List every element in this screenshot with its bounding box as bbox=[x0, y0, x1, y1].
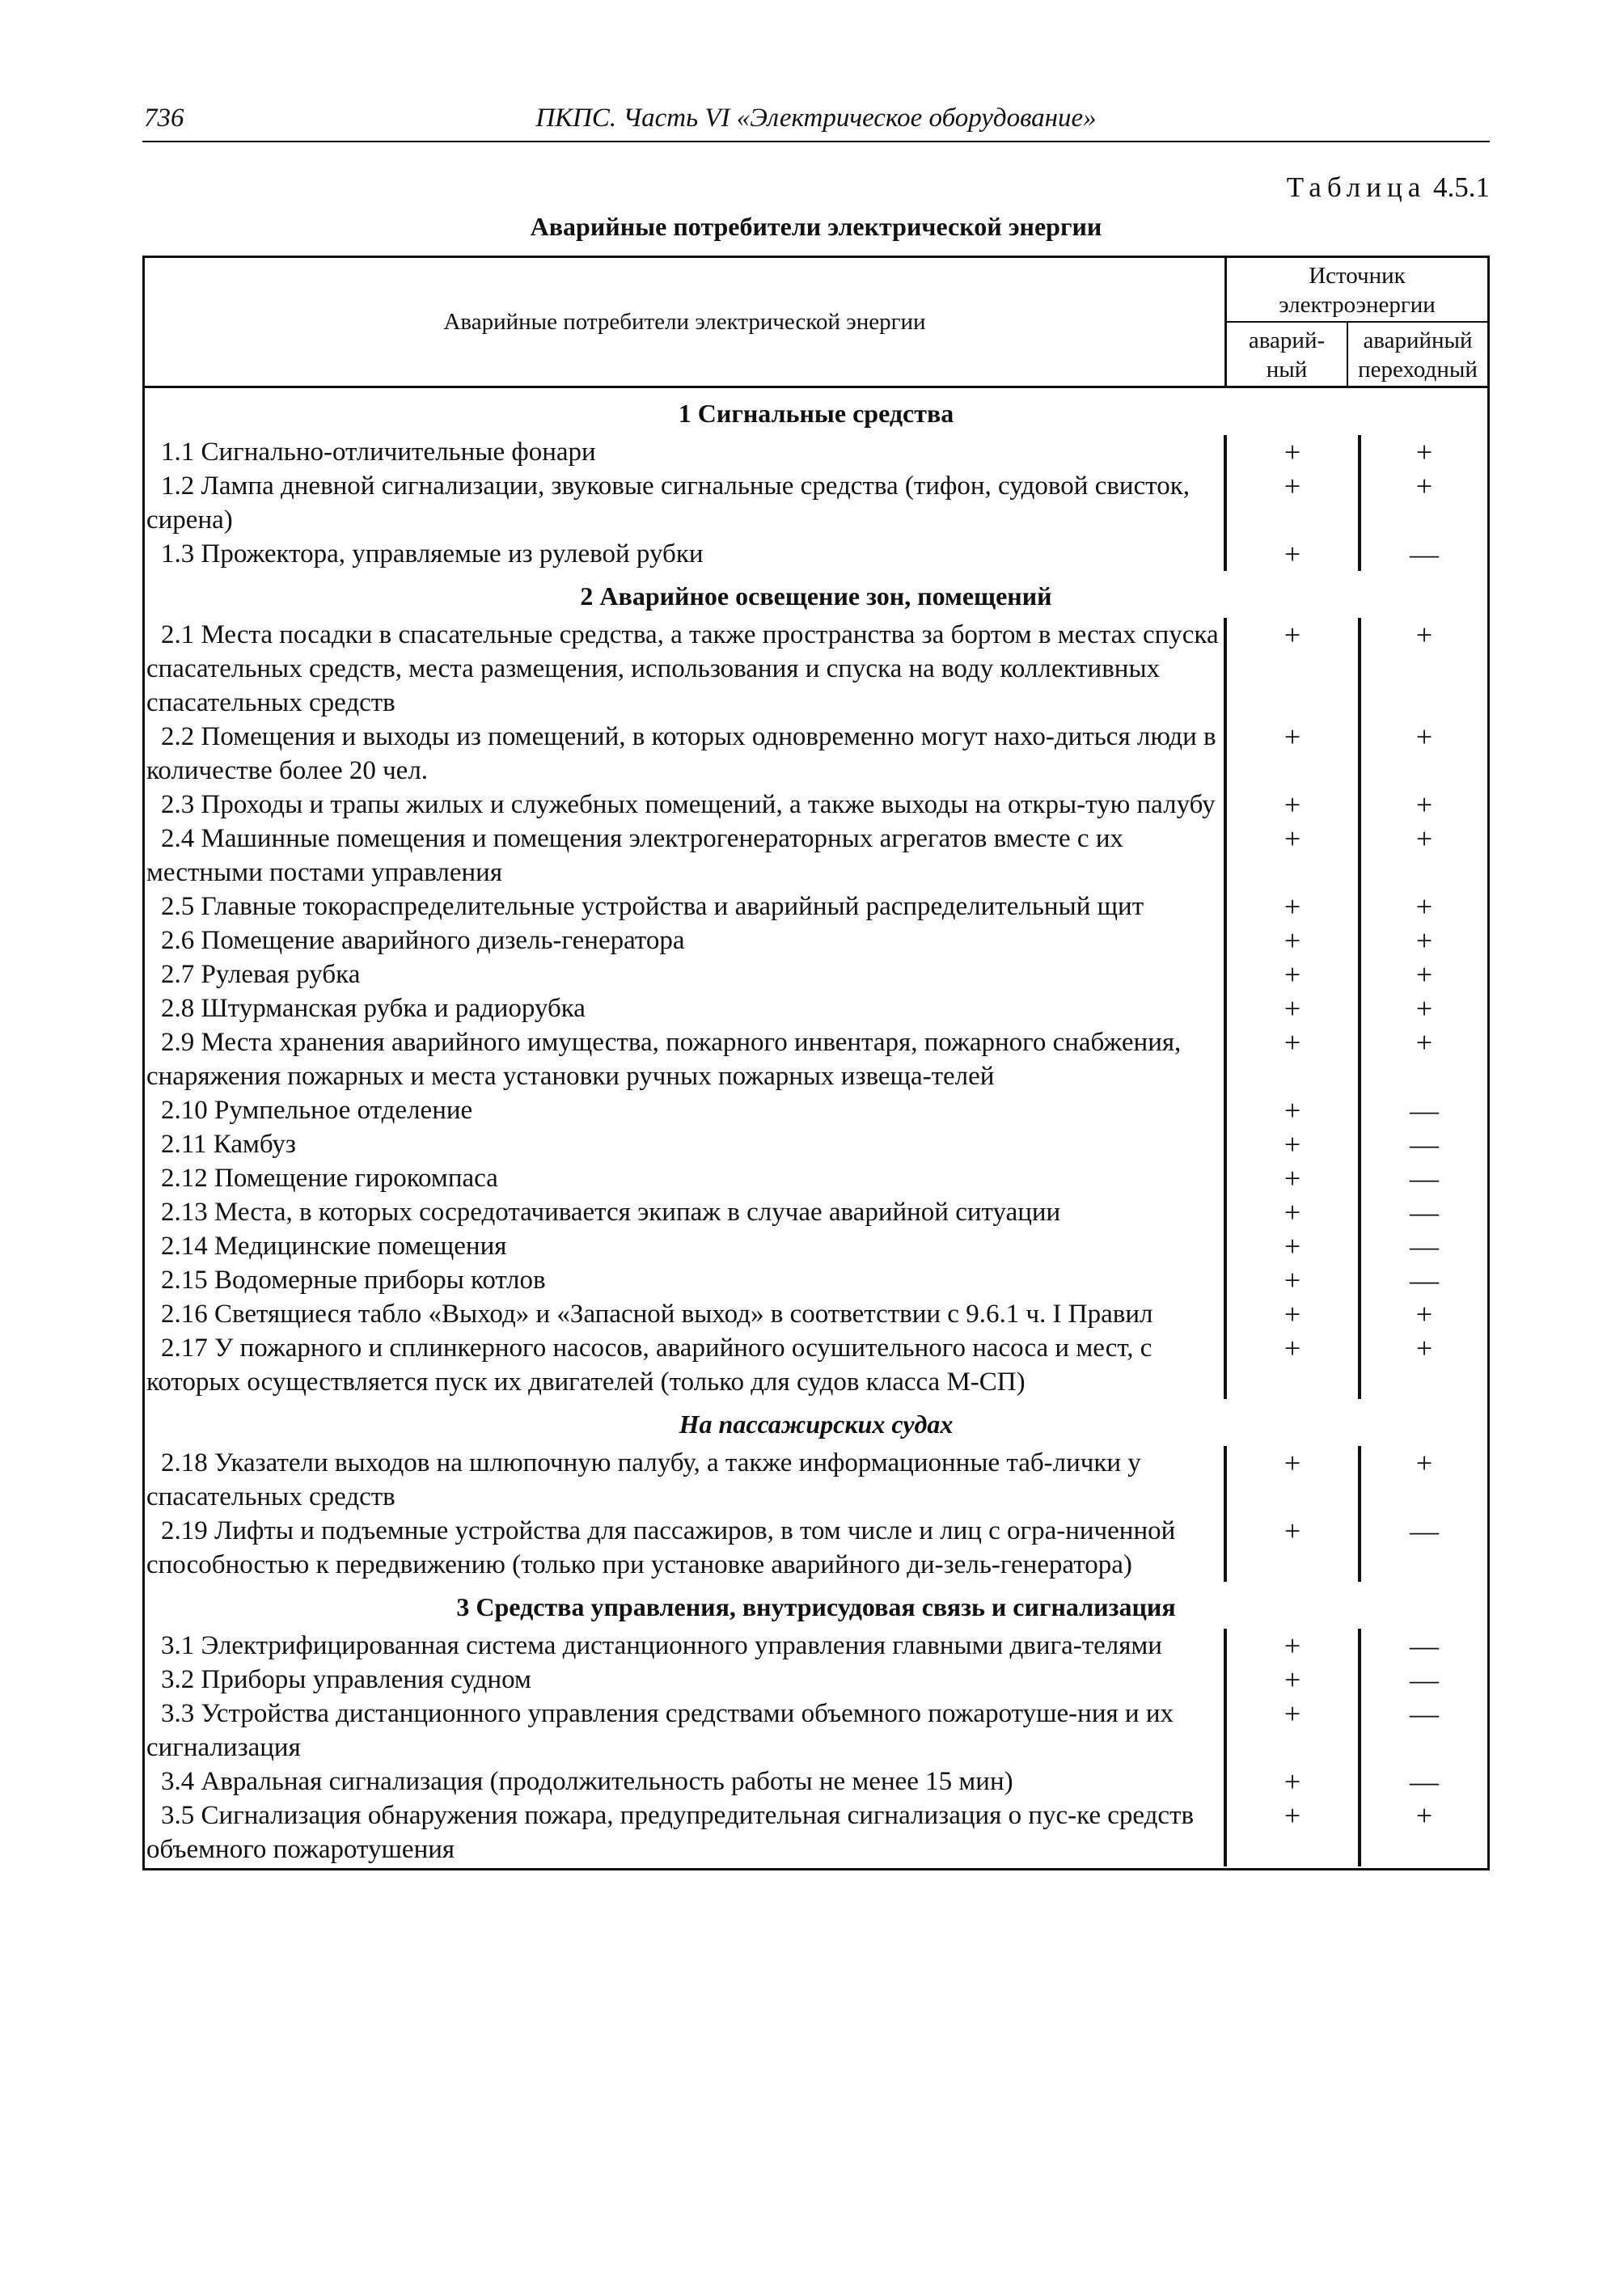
row-emergency-mark: + bbox=[1227, 1697, 1361, 1765]
row-description: 2.1 Места посадки в спасательные средства, а также пространства за бортом в местах спуска спасательных средств, места размещения, использования и спуска на воду коллективных спасательных средств bbox=[145, 618, 1227, 720]
row-description: 2.11 Камбуз bbox=[145, 1127, 1227, 1161]
table-caption-label: Таблица bbox=[1286, 171, 1427, 203]
table-title: Аварийные потребители электрической энергии bbox=[530, 212, 1102, 241]
table-row bbox=[145, 1025, 1487, 1093]
row-description: 2.12 Помещение гирокомпаса bbox=[145, 1161, 1227, 1195]
row-transitional-mark: — bbox=[1410, 1264, 1439, 1296]
running-title: ПКПС. Часть VI «Электрическое оборудование» bbox=[535, 104, 1097, 133]
row-transitional-mark: + bbox=[1415, 822, 1433, 855]
header-source bbox=[1227, 258, 1487, 323]
row-emergency-mark: + bbox=[1227, 1195, 1361, 1229]
table-row bbox=[145, 1799, 1487, 1866]
table-row bbox=[145, 991, 1487, 1025]
row-emergency-mark: + bbox=[1227, 1161, 1361, 1195]
table-row bbox=[145, 1331, 1487, 1399]
row-emergency-mark: + bbox=[1227, 1446, 1361, 1514]
row-emergency-mark: + bbox=[1227, 1127, 1361, 1161]
row-description: 2.4 Машинные помещения и помещения электрогенераторных агрегатов вместе с их местными постами управления bbox=[145, 822, 1227, 890]
row-emergency-mark: + bbox=[1227, 1799, 1361, 1866]
table-row bbox=[145, 1514, 1487, 1582]
consumers-table bbox=[142, 256, 1490, 1870]
row-transitional-mark: + bbox=[1415, 721, 1433, 753]
row-emergency-mark: + bbox=[1227, 957, 1361, 991]
table-row bbox=[145, 435, 1487, 469]
row-transitional-mark: + bbox=[1415, 1298, 1433, 1330]
row-emergency-mark: + bbox=[1227, 1263, 1361, 1297]
table-header bbox=[145, 258, 1487, 388]
row-description: 2.8 Штурманская рубка и радиорубка bbox=[145, 991, 1227, 1025]
row-transitional-mark: + bbox=[1415, 1799, 1433, 1832]
row-description: 2.10 Румпельное отделение bbox=[145, 1093, 1227, 1127]
table-row bbox=[145, 1263, 1487, 1297]
row-emergency-mark: + bbox=[1227, 1629, 1361, 1663]
row-description: 2.16 Светящиеся табло «Выход» и «Запасной выход» в соответствии с 9.6.1 ч. I Правил bbox=[145, 1297, 1227, 1331]
page-number: 736 bbox=[144, 104, 184, 133]
row-transitional-mark: — bbox=[1410, 538, 1439, 570]
row-transitional-mark: + bbox=[1415, 619, 1433, 651]
row-emergency-mark: + bbox=[1227, 890, 1361, 924]
row-emergency-mark: + bbox=[1227, 1093, 1361, 1127]
section-heading: 1 Сигнальные средства bbox=[678, 399, 954, 428]
header-emergency-line1: аварий- bbox=[1248, 328, 1326, 353]
row-transitional-mark: — bbox=[1410, 1663, 1439, 1696]
row-transitional-mark: — bbox=[1410, 1765, 1439, 1798]
row-transitional-mark: — bbox=[1410, 1162, 1439, 1194]
table-row bbox=[145, 1229, 1487, 1263]
table-row bbox=[145, 1697, 1487, 1765]
row-description: 2.3 Проходы и трапы жилых и служебных помещений, а также выходы на откры-тую палубу bbox=[145, 788, 1227, 822]
row-description: 2.5 Главные токораспределительные устройства и аварийный распределительный щит bbox=[145, 890, 1227, 924]
row-emergency-mark: + bbox=[1227, 435, 1361, 469]
section-heading: 2 Аварийное освещение зон, помещений bbox=[580, 581, 1052, 611]
row-transitional-mark: + bbox=[1415, 924, 1433, 957]
row-transitional-mark: + bbox=[1415, 890, 1433, 923]
header-source-label: Источник электроэнергии bbox=[1279, 263, 1436, 318]
table-row bbox=[145, 1161, 1487, 1195]
row-description: 2.7 Рулевая рубка bbox=[145, 957, 1227, 991]
row-description: 2.18 Указатели выходов на шлюпочную палубу, а также информационные таб-лички у спасательных средств bbox=[145, 1446, 1227, 1514]
table-caption bbox=[1287, 171, 1490, 204]
header-transitional bbox=[1348, 323, 1487, 386]
table-row bbox=[145, 1663, 1487, 1697]
row-transitional-mark: + bbox=[1415, 1026, 1433, 1059]
row-description: 1.3 Прожектора, управляемые из рулевой рубки bbox=[145, 537, 1227, 571]
row-transitional-mark: — bbox=[1410, 1094, 1439, 1126]
row-emergency-mark: + bbox=[1227, 1765, 1361, 1799]
table-row bbox=[145, 1765, 1487, 1799]
row-transitional-mark: — bbox=[1410, 1128, 1439, 1160]
row-description: 1.1 Сигнально-отличительные фонари bbox=[145, 435, 1227, 469]
row-description: 2.9 Места хранения аварийного имущества, пожарного инвентаря, пожарного снабжения, снаряжения пожарных и места установки ручных пожарных извеща-телей bbox=[145, 1025, 1227, 1093]
row-transitional-mark: + bbox=[1415, 788, 1433, 821]
row-transitional-mark: + bbox=[1415, 1447, 1433, 1479]
table-row bbox=[145, 469, 1487, 537]
table-row bbox=[145, 890, 1487, 924]
row-emergency-mark: + bbox=[1227, 1514, 1361, 1582]
table-row bbox=[145, 1297, 1487, 1331]
row-transitional-mark: — bbox=[1410, 1230, 1439, 1262]
row-transitional-mark: + bbox=[1415, 958, 1433, 991]
header-emergency bbox=[1227, 323, 1348, 386]
row-emergency-mark: + bbox=[1227, 1297, 1361, 1331]
row-description: 2.17 У пожарного и сплинкерного насосов, аварийного осушительного насоса и мест, с которых осуществляется пуск их двигателей (только для судов класса М-СП) bbox=[145, 1331, 1227, 1399]
header-transitional-line2: переходный bbox=[1358, 357, 1478, 383]
table-row bbox=[145, 618, 1487, 720]
table-row bbox=[145, 720, 1487, 788]
header-emergency-line2: ный bbox=[1266, 357, 1308, 383]
row-description: 1.2 Лампа дневной сигнализации, звуковые сигнальные средства (тифон, судовой свисток, сирена) bbox=[145, 469, 1227, 537]
table-row bbox=[145, 537, 1487, 571]
row-description: 2.19 Лифты и подъемные устройства для пассажиров, в том числе и лиц с огра-ниченной способностью к передвижению (только при установке аварийного ди-зель-генератора) bbox=[145, 1514, 1227, 1582]
table-row bbox=[145, 1629, 1487, 1663]
row-description: 3.5 Сигнализация обнаружения пожара, предупредительная сигнализация о пус-ке средств объемного пожаротушения bbox=[145, 1799, 1227, 1866]
table-row bbox=[145, 1195, 1487, 1229]
row-transitional-mark: + bbox=[1415, 1332, 1433, 1364]
row-description: 3.4 Авральная сигнализация (продолжительность работы не менее 15 мин) bbox=[145, 1765, 1227, 1799]
row-description: 3.1 Электрифицированная система дистанционного управления главными двига-телями bbox=[145, 1629, 1227, 1663]
row-transitional-mark: + bbox=[1415, 470, 1433, 502]
row-emergency-mark: + bbox=[1227, 618, 1361, 720]
row-emergency-mark: + bbox=[1227, 1229, 1361, 1263]
header-consumers: Аварийные потребители электрической энергии bbox=[145, 258, 1227, 386]
row-description: 3.3 Устройства дистанционного управления средствами объемного пожаротуше-ния и их сигнализация bbox=[145, 1697, 1227, 1765]
row-emergency-mark: + bbox=[1227, 788, 1361, 822]
row-transitional-mark: — bbox=[1410, 1629, 1439, 1662]
table-body bbox=[145, 388, 1487, 1868]
table-row bbox=[145, 1127, 1487, 1161]
row-description: 2.15 Водомерные приборы котлов bbox=[145, 1263, 1227, 1297]
row-emergency-mark: + bbox=[1227, 469, 1361, 537]
header-transitional-line1: аварийный bbox=[1363, 328, 1473, 353]
row-emergency-mark: + bbox=[1227, 1663, 1361, 1697]
row-emergency-mark: + bbox=[1227, 1025, 1361, 1093]
table-row bbox=[145, 957, 1487, 991]
table-row bbox=[145, 1446, 1487, 1514]
table-row bbox=[145, 1093, 1487, 1127]
row-emergency-mark: + bbox=[1227, 720, 1361, 788]
table-row bbox=[145, 788, 1487, 822]
table-caption-number: 4.5.1 bbox=[1433, 171, 1490, 203]
row-emergency-mark: + bbox=[1227, 1331, 1361, 1399]
section-heading: На пассажирских судах bbox=[679, 1410, 954, 1439]
row-emergency-mark: + bbox=[1227, 537, 1361, 571]
row-description: 2.13 Места, в которых сосредотачивается экипаж в случае аварийной ситуации bbox=[145, 1195, 1227, 1229]
row-description: 2.6 Помещение аварийного дизель-генератора bbox=[145, 924, 1227, 957]
table-row bbox=[145, 822, 1487, 890]
row-emergency-mark: + bbox=[1227, 822, 1361, 890]
running-header bbox=[142, 95, 1490, 142]
row-transitional-mark: + bbox=[1415, 992, 1433, 1025]
row-emergency-mark: + bbox=[1227, 991, 1361, 1025]
row-description: 2.14 Медицинские помещения bbox=[145, 1229, 1227, 1263]
row-transitional-mark: + bbox=[1415, 436, 1433, 468]
row-emergency-mark: + bbox=[1227, 924, 1361, 957]
section-heading: 3 Средства управления, внутрисудовая связь и сигнализация bbox=[456, 1592, 1176, 1621]
row-description: 2.2 Помещения и выходы из помещений, в которых одновременно могут нахо-диться люди в количестве более 20 чел. bbox=[145, 720, 1227, 788]
row-transitional-mark: — bbox=[1410, 1196, 1439, 1228]
row-description: 3.2 Приборы управления судном bbox=[145, 1663, 1227, 1697]
table-row bbox=[145, 924, 1487, 957]
row-transitional-mark: — bbox=[1410, 1697, 1439, 1730]
row-transitional-mark: — bbox=[1410, 1515, 1439, 1547]
